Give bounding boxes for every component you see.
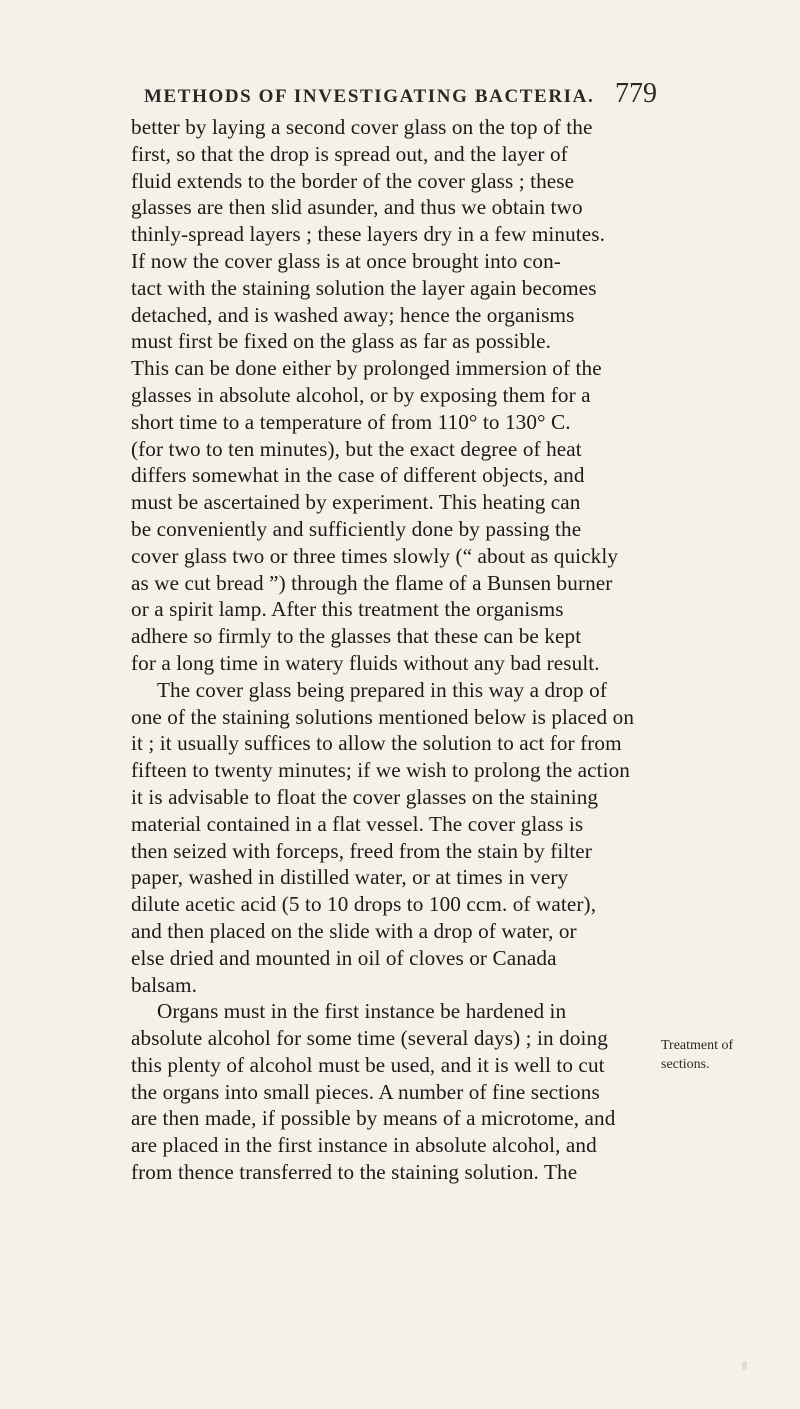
text-line: it ; it usually suffices to allow the solution to act for from — [131, 731, 622, 756]
text-line: as we cut bread ”) through the flame of a Bunsen burner — [131, 570, 613, 595]
text-line: be conveniently and sufficiently done by passing the — [131, 516, 582, 541]
text-line: glasses in absolute alcohol, or by exposing them for a — [131, 382, 591, 407]
body-text — [131, 114, 656, 1186]
text-line: glasses are then slid asunder, and thus we obtain two — [131, 195, 583, 220]
text-line: short time to a temperature of from 110° to 130° C. — [131, 409, 571, 434]
text-line: dilute acetic acid (5 to 10 drops to 100 ccm. of water), — [131, 892, 597, 917]
text-line: it is advisable to float the cover glasses on the staining — [131, 784, 599, 809]
text-line: or a spirit lamp. After this treatment the organisms — [131, 597, 564, 622]
paper-mark — [742, 1361, 747, 1370]
text-line: then seized with forceps, freed from the stain by filter — [131, 838, 592, 863]
margin-note-line: sections. — [661, 1057, 710, 1072]
text-line: cover glass two or three times slowly (“ about as quickly — [131, 543, 619, 568]
text-line: material contained in a flat vessel. The cover glass is — [131, 811, 584, 836]
text-line: for a long time in watery fluids without any bad result. — [131, 650, 600, 675]
text-line: adhere so firmly to the glasses that these can be kept — [131, 624, 582, 649]
paragraph-first-line: The cover glass being prepared in this way a drop of — [157, 677, 607, 702]
margin-note — [661, 1036, 800, 1074]
page-number: 779 — [615, 78, 657, 109]
text-line: from thence transferred to the staining solution. The — [131, 1160, 578, 1185]
text-line: tact with the staining solution the layer again becomes — [131, 275, 597, 300]
text-line: the organs into small pieces. A number of fine sections — [131, 1079, 600, 1104]
text-line: This can be done either by prolonged immersion of the — [131, 356, 602, 381]
text-line: absolute alcohol for some time (several days) ; in doing — [131, 1026, 608, 1051]
text-line: must be ascertained by experiment. This heating can — [131, 490, 581, 515]
text-line: If now the cover glass is at once brought into con- — [131, 248, 561, 273]
paragraph-first-line: Organs must in the first instance be hardened in — [157, 999, 567, 1024]
text-line: this plenty of alcohol must be used, and it is well to cut — [131, 1052, 605, 1077]
text-line: detached, and is washed away; hence the organisms — [131, 302, 575, 327]
text-line: are placed in the first instance in absolute alcohol, and — [131, 1133, 597, 1158]
text-line: are then made, if possible by means of a microtome, and — [131, 1106, 616, 1131]
text-line: paper, washed in distilled water, or at times in very — [131, 865, 569, 890]
text-line: balsam. — [131, 972, 198, 997]
text-line: fluid extends to the border of the cover glass ; these — [131, 168, 575, 193]
text-line: first, so that the drop is spread out, and the layer of — [131, 141, 568, 166]
text-line: fifteen to twenty minutes; if we wish to prolong the action — [131, 758, 630, 783]
running-title: METHODS OF INVESTIGATING BACTERIA. — [144, 86, 595, 107]
text-line: thinly-spread layers ; these layers dry in a few minutes. — [131, 222, 606, 247]
text-line: one of the staining solutions mentioned below is placed on — [131, 704, 635, 729]
text-line: must first be fixed on the glass as far as possible. — [131, 329, 552, 354]
text-line: differs somewhat in the case of different objects, and — [131, 463, 585, 488]
text-line: better by laying a second cover glass on the top of the — [131, 115, 593, 139]
text-line: and then placed on the slide with a drop of water, or — [131, 918, 577, 943]
text-line: (for two to ten minutes), but the exact degree of heat — [131, 436, 582, 461]
margin-note-line: Treatment of — [661, 1038, 734, 1053]
text-line: else dried and mounted in oil of cloves or Canada — [131, 945, 557, 970]
